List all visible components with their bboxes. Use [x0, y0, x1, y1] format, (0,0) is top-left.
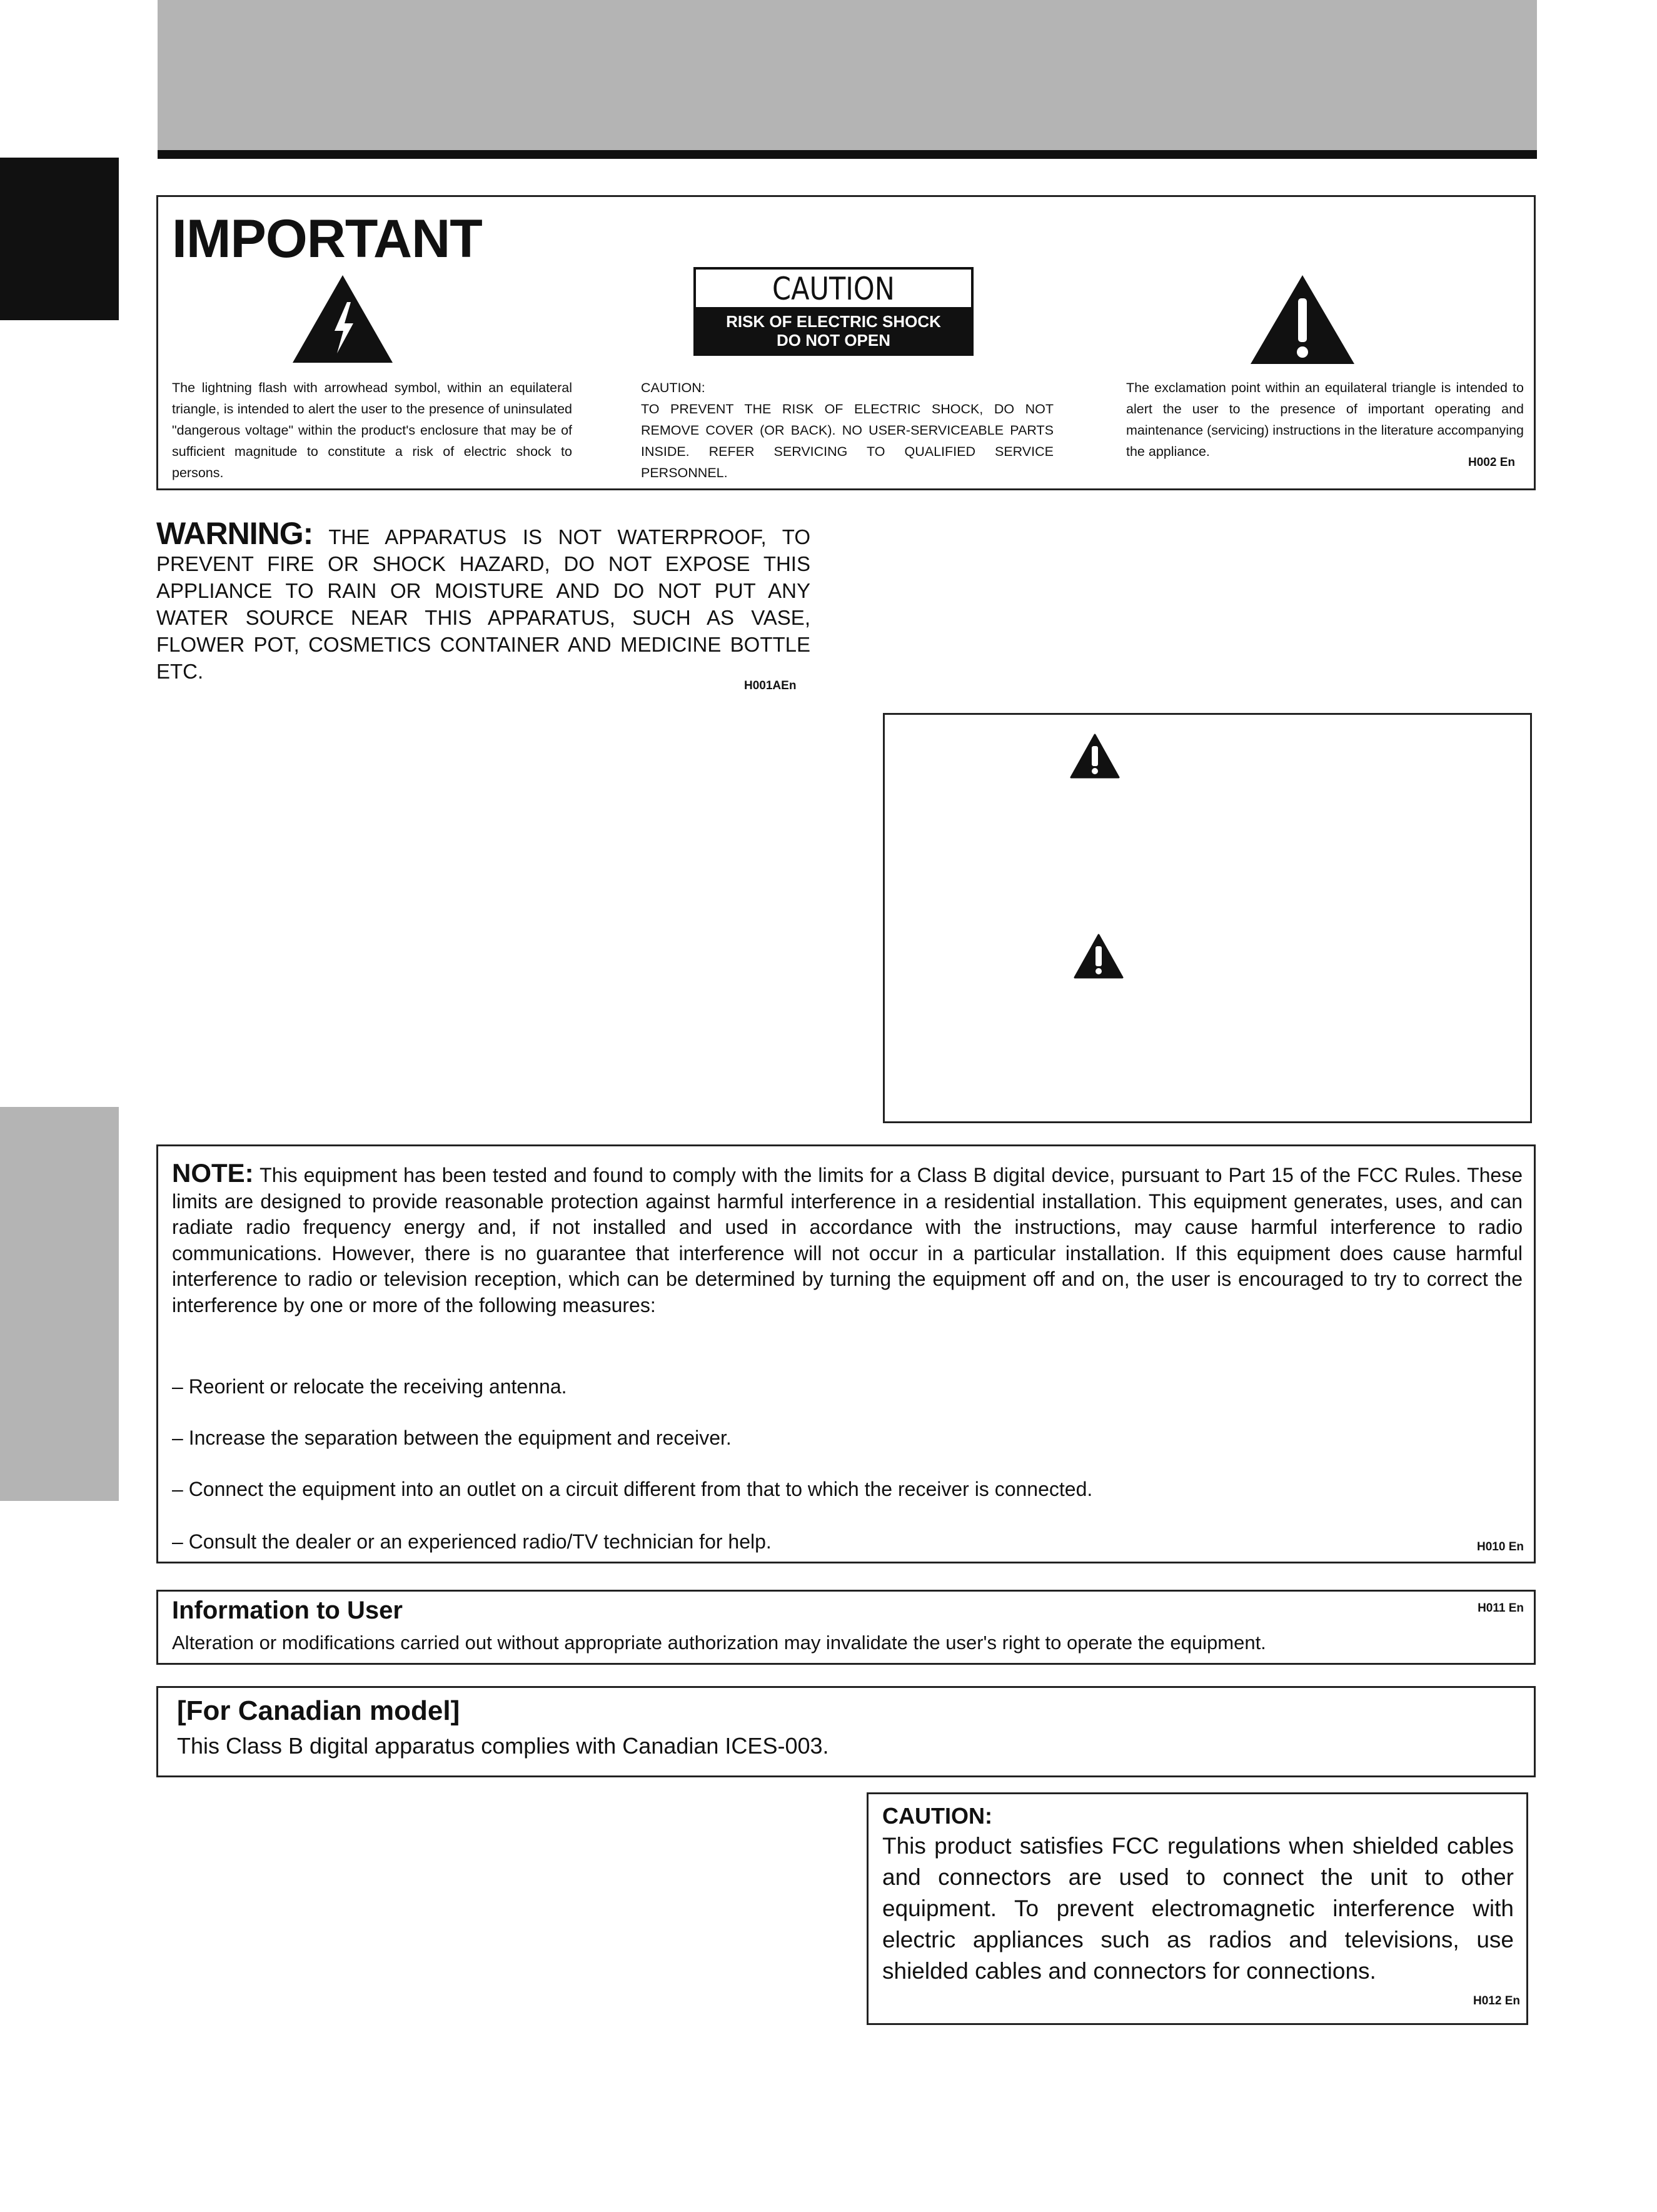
lightning-triangle-icon: [291, 273, 395, 365]
header-band: [158, 0, 1537, 150]
info-text: Alteration or modifications carried out without appropriate authorization may invalidate the user's right to operate the equipment.: [172, 1632, 1266, 1654]
note-paragraph: [172, 1160, 1523, 1318]
canadian-model-box: [156, 1686, 1536, 1777]
warning-triangle-icon: [1070, 734, 1120, 779]
code-h001: H001AEn: [744, 679, 797, 692]
caution-label-sub: [696, 307, 971, 353]
note-item: – Increase the separation between the equipment and receiver.: [172, 1427, 732, 1449]
warning-triangle-icon: [1074, 934, 1124, 979]
fcc-note-box: [156, 1144, 1536, 1563]
note-text: This equipment has been tested and found to comply with the limits for a Class B digital device, pursuant to Part 15 of the FCC Rules. These limits are designed to provide reasonable protection against harmful interference in a residential installation. This equipment generates, uses, and can radiate radio frequency energy and, if not installed and used in accordance with the instructions, may cause harmful interference to radio communications. However, there is no guarantee that interference will not occur in a particular installation. If this equipment does cause harmful interference to radio or television reception, which can be determined by turning the equipment off and on, the user is encouraged to try to correct the interference by one or more of the following measures:: [172, 1164, 1523, 1316]
caution-label-line1: RISK OF ELECTRIC SHOCK: [726, 312, 941, 331]
caution-body: TO PREVENT THE RISK OF ELECTRIC SHOCK, DO NOT REMOVE COVER (OR BACK). NO USER-SERVICEABLE PARTS INSIDE. REFER SERVICING TO QUALIFIED SERVICE PERSONNEL.: [641, 401, 1054, 480]
warning-label: WARNING:: [156, 516, 313, 551]
canada-title: [For Canadian model]: [177, 1695, 460, 1726]
caution2-title: CAUTION:: [882, 1803, 992, 1829]
caution-label-plate: [693, 267, 974, 356]
note-label: NOTE:: [172, 1158, 254, 1188]
code-h002: H002 En: [1468, 456, 1515, 469]
note-item: – Consult the dealer or an experienced radio/TV technician for help.: [172, 1530, 772, 1553]
caution2-text: This product satisfies FCC regulations when shielded cables and connectors are used to connect the unit to other equipment. To prevent electromagnetic interference with electric appliances such as radios and televisions, use shielded cables and connectors for connections.: [882, 1833, 1514, 1984]
side-tab-gray: [0, 1107, 119, 1501]
warning-block: [156, 516, 810, 685]
info-to-user-box: [156, 1590, 1536, 1665]
info-title: Information to User: [172, 1597, 403, 1624]
note-item: – Connect the equipment into an outlet on a circuit different from that to which the receiver is connected.: [172, 1478, 1093, 1500]
exclamation-triangle-icon: [1249, 273, 1356, 366]
side-tab-black: [0, 158, 119, 320]
note-item: – Reorient or relocate the receiving antenna.: [172, 1375, 567, 1398]
header-rule: [158, 150, 1537, 159]
caution-heading: CAUTION:: [641, 380, 705, 395]
important-title: IMPORTANT: [172, 209, 482, 269]
caution-label-line2: DO NOT OPEN: [776, 331, 890, 350]
code-h012: H012 En: [1473, 1994, 1520, 2007]
exclamation-description: The exclamation point within an equilateral triangle is intended to alert the user to the presence of important operating and maintenance (servicing) instructions in the literature accompanying the appliance.: [1126, 380, 1524, 459]
code-h010: H010 En: [1477, 1540, 1524, 1553]
code-h011: H011 En: [1478, 1602, 1524, 1615]
important-box: [156, 195, 1536, 490]
lightning-description: The lightning flash with arrowhead symbol, within an equilateral triangle, is intended to alert the user to the presence of uninsulated "dangerous voltage" within the product's enclosure that may be of sufficient magnitude to constitute a risk of electric shock to persons.: [172, 380, 572, 480]
caution-label-title: CAUTION: [772, 271, 895, 307]
shielded-cable-caution-box: [867, 1792, 1528, 2025]
canada-text: This Class B digital apparatus complies with Canadian ICES-003.: [177, 1733, 829, 1759]
caution-center-text: [641, 377, 1054, 483]
triangle-warning-box: [883, 713, 1532, 1123]
warning-text: THE APPARATUS IS NOT WATERPROOF, TO PREVENT FIRE OR SHOCK HAZARD, DO NOT EXPOSE THIS APPLIANCE TO RAIN OR MOISTURE AND DO NOT PUT ANY WATER SOURCE NEAR THIS APPARATUS, SUCH AS VASE, FLOWER POT, COSMETICS CONTAINER AND MEDICINE BOTTLE ETC.: [156, 525, 810, 683]
